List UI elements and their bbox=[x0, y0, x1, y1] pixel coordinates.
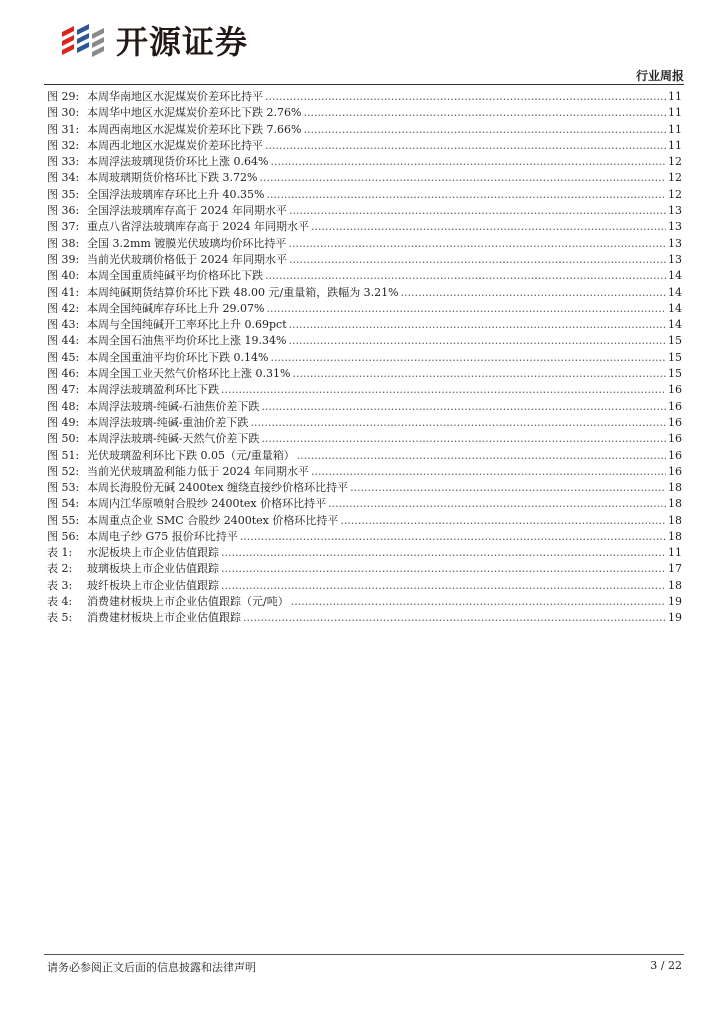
toc-dot-leader bbox=[303, 122, 666, 138]
toc-entry[interactable] bbox=[47, 366, 682, 382]
toc-entry-number: 图 31: bbox=[47, 122, 80, 136]
toc-entry[interactable] bbox=[47, 399, 682, 415]
toc-dot-leader bbox=[292, 366, 666, 382]
toc-entry[interactable] bbox=[47, 545, 682, 561]
toc-entry-title: 本周玻璃期货价格环比下跌 3.72% bbox=[87, 171, 258, 185]
toc-entry[interactable] bbox=[47, 350, 682, 366]
toc-entry-page: 15 bbox=[668, 350, 682, 364]
toc-dot-leader bbox=[221, 382, 666, 398]
toc-entry[interactable] bbox=[47, 203, 682, 219]
toc-entry-page: 13 bbox=[668, 204, 682, 218]
toc-entry[interactable] bbox=[47, 252, 682, 268]
footer-disclaimer: 请务必参阅正文后面的信息披露和法律声明 bbox=[47, 961, 256, 974]
toc-dot-leader bbox=[221, 578, 666, 594]
toc-entry-page: 16 bbox=[668, 464, 682, 478]
report-type-label: 行业周报 bbox=[635, 69, 684, 83]
toc-entry-page: 11 bbox=[668, 106, 682, 120]
toc-entry-number: 图 41: bbox=[47, 285, 80, 299]
toc-entry[interactable] bbox=[47, 333, 682, 349]
toc-dot-leader bbox=[270, 154, 666, 170]
toc-entry-page: 11 bbox=[668, 546, 682, 559]
footer-divider bbox=[44, 954, 684, 955]
toc-entry-number: 表 2: bbox=[47, 562, 73, 576]
toc-entry-title: 本周长海股份无碱 2400tex 缠绕直接纱价格环比持平 bbox=[87, 481, 349, 495]
toc-entry-title: 全国 3.2mm 镀膜光伏玻璃均价环比持平 bbox=[87, 236, 287, 250]
toc-entry-title: 本周全国纯碱库存环比上升 29.07% bbox=[87, 301, 265, 315]
toc-dot-leader bbox=[289, 252, 666, 268]
toc-dot-leader bbox=[261, 399, 666, 415]
toc-dot-leader bbox=[328, 496, 666, 512]
toc-entry[interactable] bbox=[47, 594, 682, 610]
toc-entry-number: 图 44: bbox=[47, 334, 80, 348]
toc-entry-title: 消费建材板块上市企业估值跟踪（元/吨） bbox=[87, 594, 289, 608]
toc-entry[interactable] bbox=[47, 154, 682, 170]
toc-entry-number: 图 32: bbox=[47, 138, 80, 152]
toc-entry-title: 本周华南地区水泥煤炭价差环比持平 bbox=[87, 90, 263, 103]
toc-entry-page: 15 bbox=[668, 367, 682, 381]
toc-entry-page: 11 bbox=[668, 138, 682, 152]
toc-entry-title: 全国浮法玻璃库存高于 2024 年同期水平 bbox=[87, 204, 287, 218]
toc-entry-page: 13 bbox=[668, 236, 682, 250]
toc-entry[interactable] bbox=[47, 138, 682, 154]
toc-entry[interactable] bbox=[47, 561, 682, 577]
toc-dot-leader bbox=[221, 561, 666, 577]
toc-entry[interactable] bbox=[47, 382, 682, 398]
toc-entry-title: 本周浮法玻璃-纯碱-重油价差下跌 bbox=[87, 415, 249, 429]
toc-entry-title: 玻璃板块上市企业估值跟踪 bbox=[87, 562, 219, 576]
toc-entry[interactable] bbox=[47, 496, 682, 512]
toc-dot-leader bbox=[243, 610, 666, 626]
logo-text: 开源证券 bbox=[116, 23, 249, 61]
toc-entry-number: 图 47: bbox=[47, 383, 80, 397]
toc-entry-title: 当前光伏玻璃价格低于 2024 年同期水平 bbox=[87, 252, 287, 266]
toc-dot-leader bbox=[289, 317, 666, 333]
toc-entry-page: 11 bbox=[668, 90, 682, 103]
toc-entry-number: 图 54: bbox=[47, 497, 80, 511]
toc-entry-page: 16 bbox=[668, 448, 682, 462]
toc-entry-page: 14 bbox=[668, 269, 682, 283]
toc-entry[interactable] bbox=[47, 464, 682, 480]
toc-entry-number: 图 51: bbox=[47, 448, 80, 462]
toc-dot-leader bbox=[350, 480, 666, 496]
toc-dot-leader bbox=[265, 268, 666, 284]
toc-dot-leader bbox=[259, 170, 666, 186]
toc-entry-number: 图 30: bbox=[47, 106, 80, 120]
toc-entry-title: 光伏玻璃盈利环比下跌 0.05（元/重量箱） bbox=[87, 448, 295, 462]
toc-entry[interactable] bbox=[47, 122, 682, 138]
toc-entry-page: 12 bbox=[668, 187, 682, 201]
toc-entry-number: 图 37: bbox=[47, 220, 80, 234]
toc-entry[interactable] bbox=[47, 268, 682, 284]
toc-entry-title: 本周重点企业 SMC 合股纱 2400tex 价格环比持平 bbox=[87, 513, 339, 527]
toc-entry-title: 全国浮法玻璃库存环比上升 40.35% bbox=[87, 187, 265, 201]
toc-entry-title: 本周内江华原喷射合股纱 2400tex 价格环比持平 bbox=[87, 497, 327, 511]
toc-dot-leader bbox=[240, 529, 666, 545]
toc-entry-number: 图 40: bbox=[47, 269, 80, 283]
toc-dot-leader bbox=[266, 187, 666, 203]
toc-entry-title: 本周西北地区水泥煤炭价差环比持平 bbox=[87, 138, 263, 152]
toc-entry-number: 图 46: bbox=[47, 367, 80, 381]
toc-entry-number: 图 33: bbox=[47, 155, 80, 169]
toc-entry-number: 表 4: bbox=[47, 594, 73, 608]
toc-entry-title: 本周浮法玻璃-纯碱-天然气价差下跌 bbox=[87, 432, 260, 446]
toc-entry-number: 图 35: bbox=[47, 187, 80, 201]
toc-dot-leader bbox=[311, 464, 666, 480]
toc-entry[interactable] bbox=[47, 187, 682, 203]
toc-entry-page: 13 bbox=[668, 252, 682, 266]
toc-entry-title: 本周全国重油平均价环比下跌 0.14% bbox=[87, 350, 269, 364]
toc-dot-leader bbox=[250, 415, 666, 431]
company-logo bbox=[60, 20, 248, 64]
toc-entry-page: 16 bbox=[668, 383, 682, 397]
toc-entry-page: 15 bbox=[668, 334, 682, 348]
toc-dot-leader bbox=[311, 219, 666, 235]
toc-entry-page: 11 bbox=[668, 122, 682, 136]
toc-entry[interactable] bbox=[47, 578, 682, 594]
toc-entry-title: 本周全国工业天然气价格环比上涨 0.31% bbox=[87, 367, 291, 381]
toc-entry-number: 图 45: bbox=[47, 350, 80, 364]
toc-entry-page: 14 bbox=[668, 285, 682, 299]
toc-entry-number: 图 42: bbox=[47, 301, 80, 315]
toc-entry[interactable] bbox=[47, 317, 682, 333]
toc-entry-number: 表 5: bbox=[47, 611, 73, 625]
toc-entry-title: 本周与全国纯碱开工率环比上升 0.69pct bbox=[87, 318, 287, 332]
toc-entry-number: 图 36: bbox=[47, 204, 80, 218]
toc-entry-title: 重点八省浮法玻璃库存高于 2024 年同期水平 bbox=[87, 220, 309, 234]
toc-entry-number: 图 34: bbox=[47, 171, 80, 185]
toc-entry-page: 19 bbox=[668, 594, 682, 608]
toc-entry-page: 17 bbox=[668, 562, 682, 576]
toc-entry-page: 12 bbox=[668, 155, 682, 169]
toc-entry[interactable] bbox=[47, 448, 682, 464]
toc-entry[interactable] bbox=[47, 610, 682, 626]
toc-entry-page: 16 bbox=[668, 415, 682, 429]
toc-entry[interactable] bbox=[47, 219, 682, 235]
toc-entry-page: 14 bbox=[668, 318, 682, 332]
toc-entry-title: 本周全国重质纯碱平均价格环比下跌 bbox=[87, 269, 263, 283]
toc-dot-leader bbox=[291, 594, 666, 610]
toc-entry-page: 18 bbox=[668, 497, 682, 511]
toc-entry-number: 图 49: bbox=[47, 415, 80, 429]
toc-dot-leader bbox=[401, 285, 666, 301]
toc-entry-number: 表 3: bbox=[47, 578, 73, 592]
toc-entry-title: 本周纯碱期货结算价环比下跌 48.00 元/重量箱，跌幅为 3.21% bbox=[87, 285, 399, 299]
page-number: 3 / 22 bbox=[650, 959, 682, 972]
toc-entry-page: 18 bbox=[668, 530, 682, 544]
toc-entry-number: 图 50: bbox=[47, 432, 80, 446]
toc-dot-leader bbox=[288, 333, 666, 349]
toc-dot-leader bbox=[289, 203, 666, 219]
toc-dot-leader bbox=[265, 89, 666, 105]
toc-entry-title: 本周华中地区水泥煤炭价差环比下跌 2.76% bbox=[87, 106, 302, 120]
toc-entry-page: 16 bbox=[668, 432, 682, 446]
toc-entry-page: 14 bbox=[668, 301, 682, 315]
toc-entry[interactable] bbox=[47, 513, 682, 529]
toc-entry-number: 图 48: bbox=[47, 399, 80, 413]
toc-entry-title: 本周电子纱 G75 报价环比持平 bbox=[87, 530, 238, 544]
toc-entry-page: 18 bbox=[668, 578, 682, 592]
toc-entry-page: 16 bbox=[668, 399, 682, 413]
toc-entry-number: 图 52: bbox=[47, 464, 80, 478]
toc-entry-number: 图 53: bbox=[47, 481, 80, 495]
toc-entry-title: 本周浮法玻璃现货价环比上涨 0.64% bbox=[87, 155, 269, 169]
header-divider bbox=[44, 84, 684, 85]
toc-entry[interactable] bbox=[47, 415, 682, 431]
toc-entry-number: 图 38: bbox=[47, 236, 80, 250]
toc-entry-title: 本周浮法玻璃-纯碱-石油焦价差下跌 bbox=[87, 399, 260, 413]
toc-entry-number: 表 1: bbox=[47, 546, 73, 559]
toc-entry-number: 图 55: bbox=[47, 513, 80, 527]
toc-entry-page: 18 bbox=[668, 481, 682, 495]
toc-entry-number: 图 29: bbox=[47, 90, 80, 103]
toc-entry-title: 本周浮法玻璃盈利环比下跌 bbox=[87, 383, 219, 397]
toc-dot-leader bbox=[270, 350, 666, 366]
toc-entry[interactable] bbox=[47, 529, 682, 545]
toc-entry-title: 当前光伏玻璃盈利能力低于 2024 年同期水平 bbox=[87, 464, 309, 478]
toc-entry[interactable] bbox=[47, 89, 682, 105]
toc-dot-leader bbox=[221, 545, 666, 561]
toc-dot-leader bbox=[340, 513, 666, 529]
toc-entry-page: 19 bbox=[668, 611, 682, 625]
toc-entry[interactable] bbox=[47, 301, 682, 317]
toc-dot-leader bbox=[261, 431, 666, 447]
toc-entry[interactable] bbox=[47, 480, 682, 496]
toc-entry-page: 12 bbox=[668, 171, 682, 185]
toc-dot-leader bbox=[303, 105, 666, 121]
toc-dot-leader bbox=[297, 448, 666, 464]
figure-list bbox=[47, 89, 682, 545]
toc-entry-number: 图 43: bbox=[47, 318, 80, 332]
toc-entry[interactable] bbox=[47, 105, 682, 121]
toc-entry[interactable] bbox=[47, 285, 682, 301]
logo-mark-icon bbox=[60, 22, 110, 62]
toc-entry-page: 18 bbox=[668, 513, 682, 527]
toc-entry-title: 水泥板块上市企业估值跟踪 bbox=[87, 546, 219, 559]
toc-entry-number: 图 56: bbox=[47, 530, 80, 544]
toc-entry-title: 本周西南地区水泥煤炭价差环比下跌 7.66% bbox=[87, 122, 302, 136]
toc-entry[interactable] bbox=[47, 431, 682, 447]
toc-dot-leader bbox=[288, 236, 666, 252]
toc-entry-number: 图 39: bbox=[47, 252, 80, 266]
toc-entry-title: 本周全国石油焦平均价环比上涨 19.34% bbox=[87, 334, 287, 348]
toc-entry-page: 13 bbox=[668, 220, 682, 234]
toc-entry[interactable] bbox=[47, 170, 682, 186]
table-list bbox=[47, 545, 682, 626]
toc-dot-leader bbox=[266, 301, 666, 317]
toc-entry-title: 消费建材板块上市企业估值跟踪 bbox=[87, 611, 241, 625]
toc-entry[interactable] bbox=[47, 236, 682, 252]
toc-entry-title: 玻纤板块上市企业估值跟踪 bbox=[87, 578, 219, 592]
toc-dot-leader bbox=[265, 138, 666, 154]
